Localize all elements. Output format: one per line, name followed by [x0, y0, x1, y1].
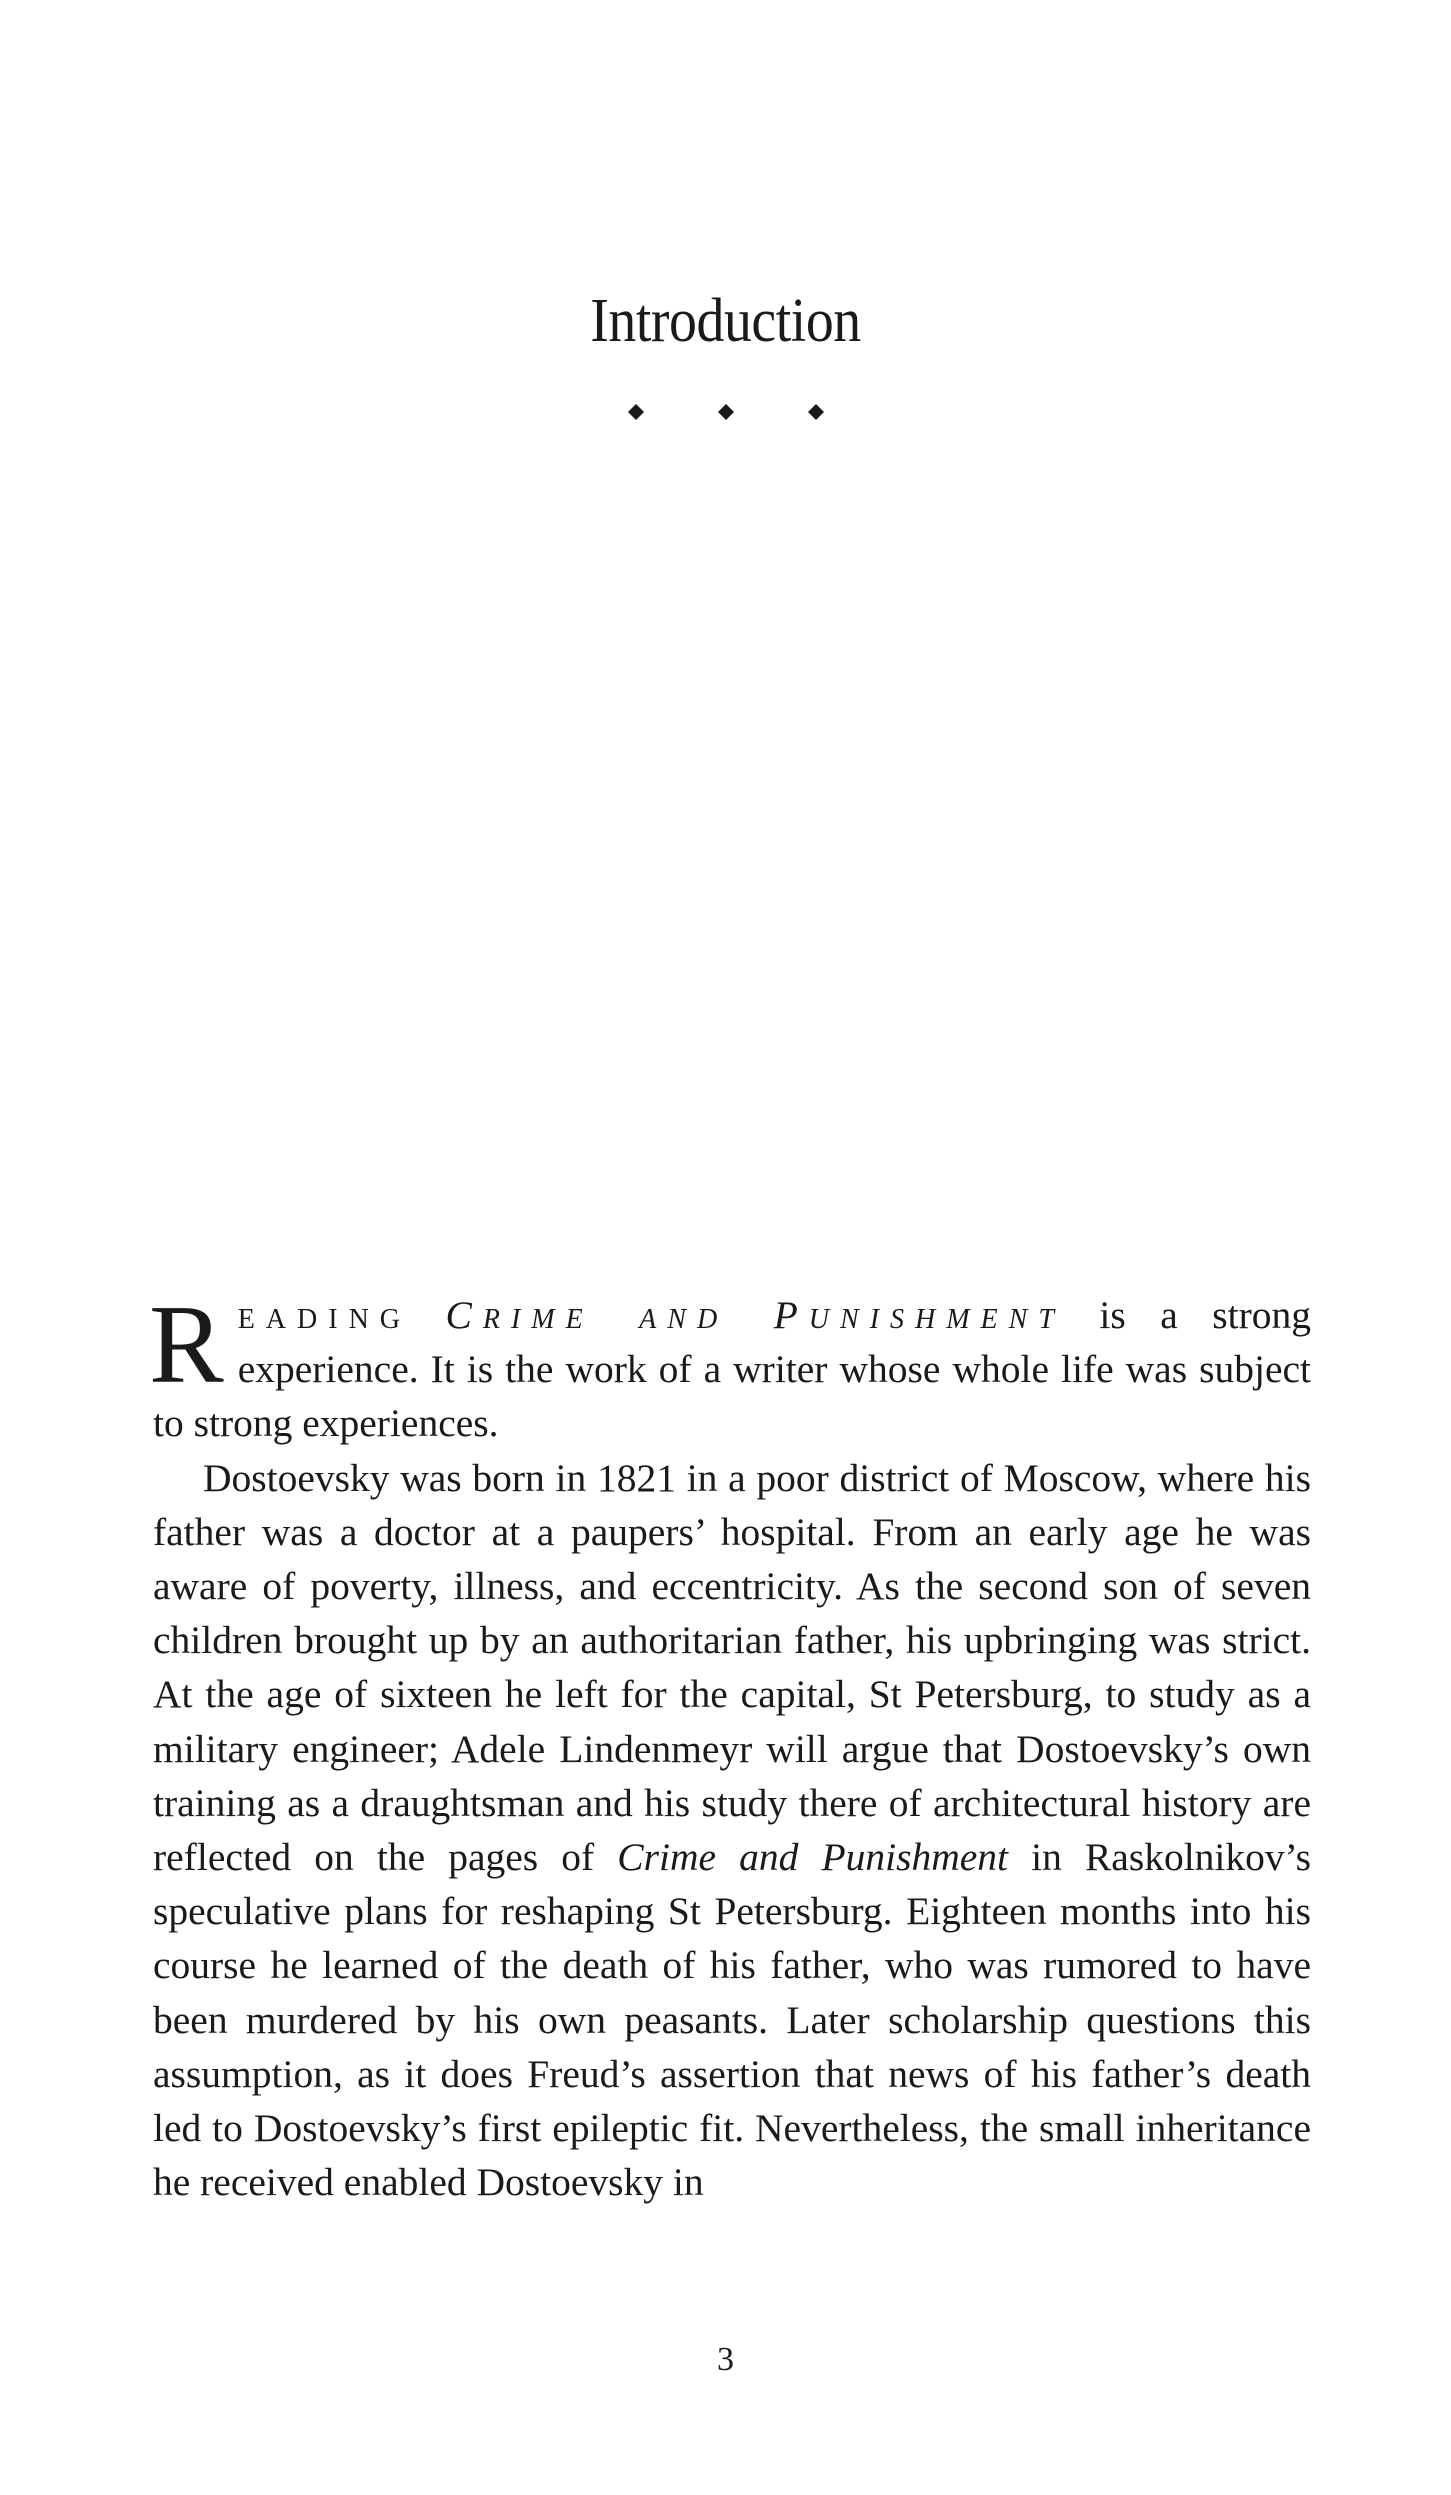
- biography-text-part1: Dostoevsky was born in 1821 in a poor district of Moscow, where his father was a doctor at a paupers’ hospital. From an early age he was aware of poverty, illness, and eccentricity. As the second son of seven children brought up by an authoritarian father, his upbringing was strict. At the age of sixteen he left for the capital, St Petersburg, to study as a military engineer; Adele Lindenmeyr will argue that Dostoevsky’s own training as a draughtsman and his study there of architectural history are reflected on the pages of: [153, 1455, 1311, 1880]
- book-title-smallcaps: Crime and Punishment: [445, 1293, 1065, 1337]
- page-number: 3: [717, 2341, 734, 2378]
- diamond-fleuron-icon: [626, 402, 646, 422]
- opening-paragraph: [149, 1283, 1311, 1451]
- body-text: [149, 1283, 1312, 2209]
- book-title-italic: Crime and Punishment: [617, 1835, 1009, 1880]
- chapter-title: Introduction: [590, 287, 861, 355]
- diamond-fleuron-icon: [716, 402, 736, 422]
- diamond-fleuron-icon: [806, 402, 826, 422]
- drop-cap: R: [149, 1283, 224, 1407]
- biography-paragraph: [153, 1451, 1311, 2210]
- opening-smallcaps: eading: [237, 1293, 412, 1337]
- biography-text-part2: in Raskolnikov’s speculative plans for reshaping St Petersburg. Eighteen months into his course he learned of the death of his father, who was rumored to have been murdered by his own peasants. Later scholarship questions this assumption, as it does Freud’s assertion that news of his father’s death led to Dostoevsky’s first epileptic fit. Nevertheless, the small inheritance he received enabled Dostoevsky in: [153, 1835, 1312, 2205]
- opening-paragraph-text: is a strong experience. It is the work of a writer whose whole life was subject to strong experiences.: [153, 1293, 1311, 1446]
- title-ornament: [0, 402, 1451, 422]
